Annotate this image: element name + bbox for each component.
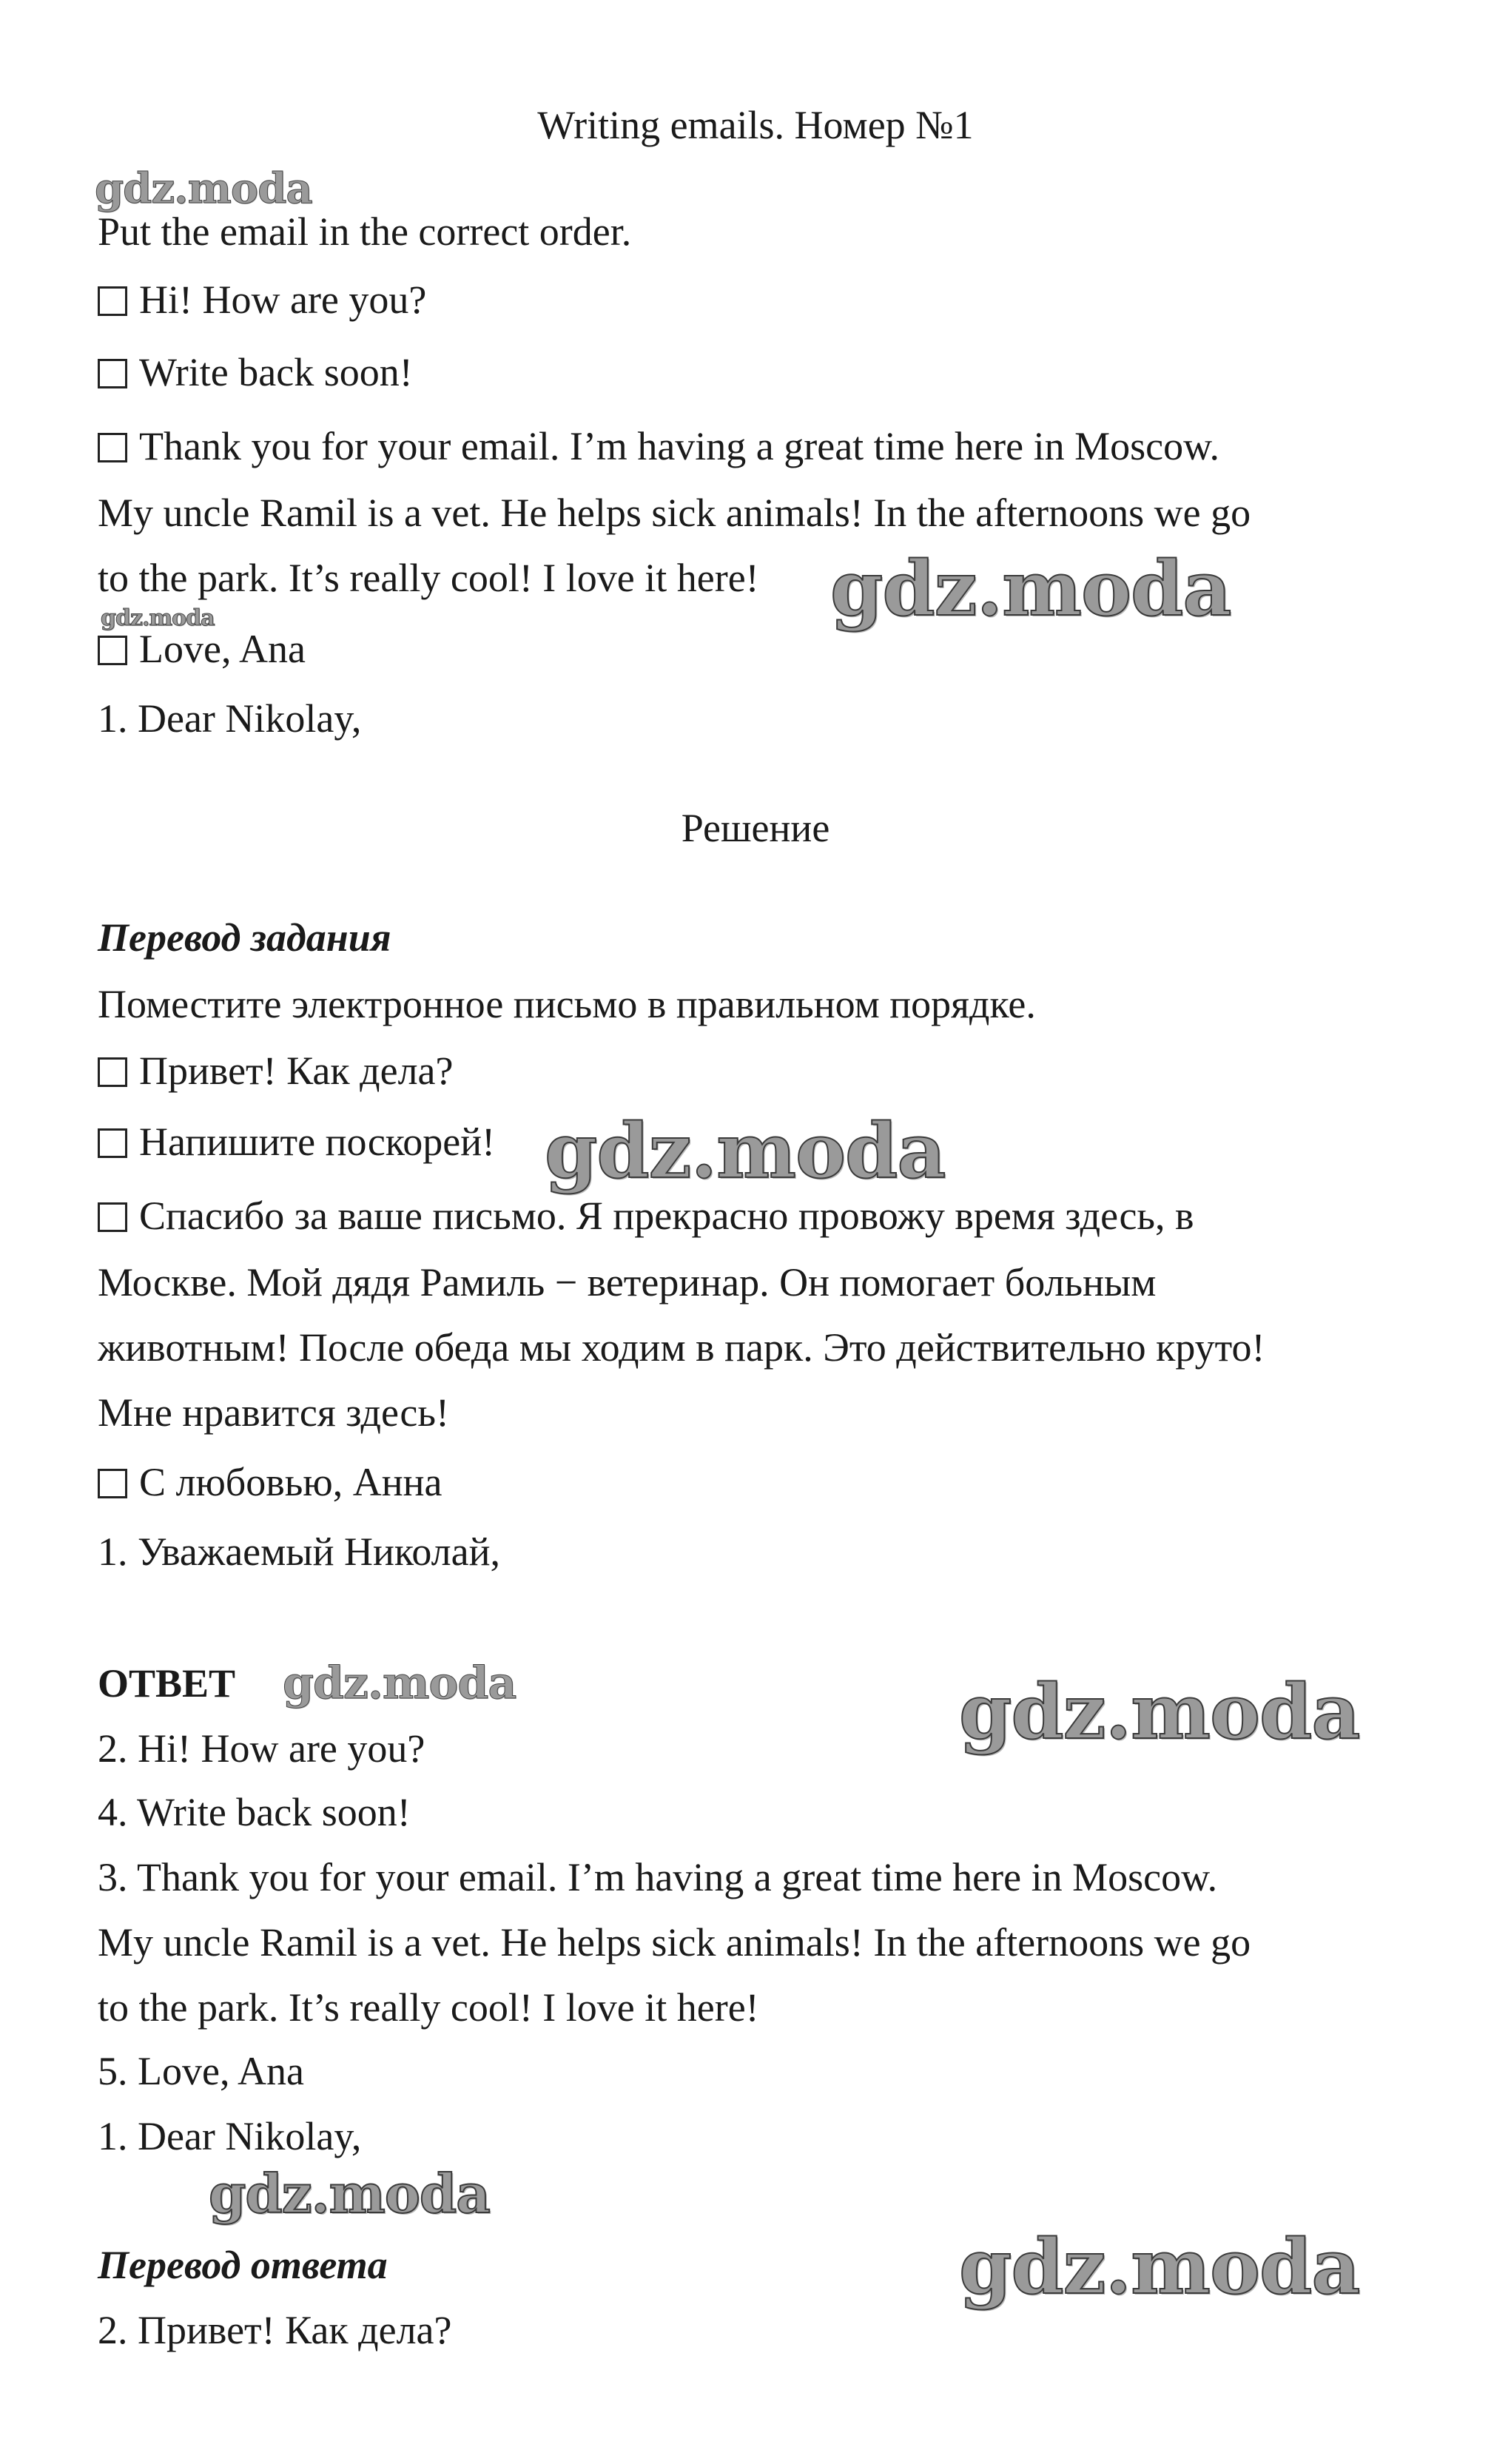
page-title: Writing emails. Номер №1 <box>537 103 974 147</box>
checkbox-icon <box>98 1469 127 1498</box>
task-item <box>98 277 426 323</box>
task-item-text: Thank you for your email. I’m having a great time here in Moscow. <box>139 424 1220 468</box>
translation-item <box>98 1459 442 1505</box>
task-instruction: Put the email in the correct order. <box>98 209 632 254</box>
watermark-logo: gdz.moda <box>959 2223 1360 2312</box>
task-item: 1. Dear Nikolay, <box>98 696 362 741</box>
checkbox-icon <box>98 433 127 462</box>
translation-item-continuation: животным! После обеда мы ходим в парк. Это действительно круто! <box>98 1325 1265 1370</box>
translation-item <box>98 1193 1194 1239</box>
translation-item-text: Спасибо за ваше письмо. Я прекрасно провожу время здесь, в <box>139 1194 1194 1238</box>
checkbox-icon <box>98 1202 127 1232</box>
translation-instruction: Поместите электронное письмо в правильном порядке. <box>98 982 1036 1026</box>
watermark-logo: gdz.moda <box>283 1657 516 1709</box>
translation-item: 1. Уважаемый Николай, <box>98 1529 500 1574</box>
task-item-continuation: My uncle Ramil is a vet. He helps sick animals! In the afternoons we go <box>98 491 1251 535</box>
answer-item: 2. Hi! How are you? <box>98 1726 425 1771</box>
task-item-text: Write back soon! <box>139 350 413 394</box>
answer-item-continuation: to the park. It’s really cool! I love it here! <box>98 1985 759 2030</box>
task-item-text: Love, Ana <box>139 627 306 671</box>
task-item <box>98 423 1219 469</box>
answer-item: 1. Dear Nikolay, <box>98 2114 362 2158</box>
solution-heading: Решение <box>681 806 830 850</box>
answer-item: 5. Love, Ana <box>98 2049 304 2093</box>
translation-item-text: Привет! Как дела? <box>139 1048 454 1093</box>
checkbox-icon <box>98 636 127 665</box>
translation-item-text: С любовью, Анна <box>139 1460 442 1504</box>
answer-item: 3. Thank you for your email. I’m having a great time here in Moscow. <box>98 1855 1218 1899</box>
translation-item-continuation: Москве. Мой дядя Рамиль − ветеринар. Он помогает больным <box>98 1260 1157 1305</box>
answer-item: 4. Write back soon! <box>98 1790 411 1834</box>
translation-item <box>98 1119 495 1165</box>
watermark-logo: gdz.moda <box>830 545 1231 633</box>
checkbox-icon <box>98 1057 127 1087</box>
answer-item-continuation: My uncle Ramil is a vet. He helps sick animals! In the afternoons we go <box>98 1920 1251 1965</box>
answer-heading: ОТВЕТ <box>98 1661 236 1706</box>
answer-translation-heading: Перевод ответа <box>98 2243 388 2287</box>
watermark-logo: gdz.moda <box>101 605 215 631</box>
translation-item-continuation: Мне нравится здесь! <box>98 1390 449 1435</box>
task-item <box>98 349 413 395</box>
watermark-logo: gdz.moda <box>959 1668 1360 1757</box>
translation-item <box>98 1048 453 1094</box>
checkbox-icon <box>98 286 127 316</box>
watermark-logo: gdz.moda <box>95 164 312 213</box>
checkbox-icon <box>98 1128 127 1158</box>
task-item-continuation: to the park. It’s really cool! I love it here! <box>98 556 759 600</box>
answer-translation-item: 2. Привет! Как дела? <box>98 2308 452 2352</box>
checkbox-icon <box>98 359 127 388</box>
translation-item-text: Напишите поскорей! <box>139 1120 496 1164</box>
task-translation-heading: Перевод задания <box>98 915 391 960</box>
task-item-text: Hi! How are you? <box>139 277 427 322</box>
task-item <box>98 626 306 672</box>
watermark-logo: gdz.moda <box>209 2162 490 2225</box>
watermark-logo: gdz.moda <box>545 1107 946 1196</box>
